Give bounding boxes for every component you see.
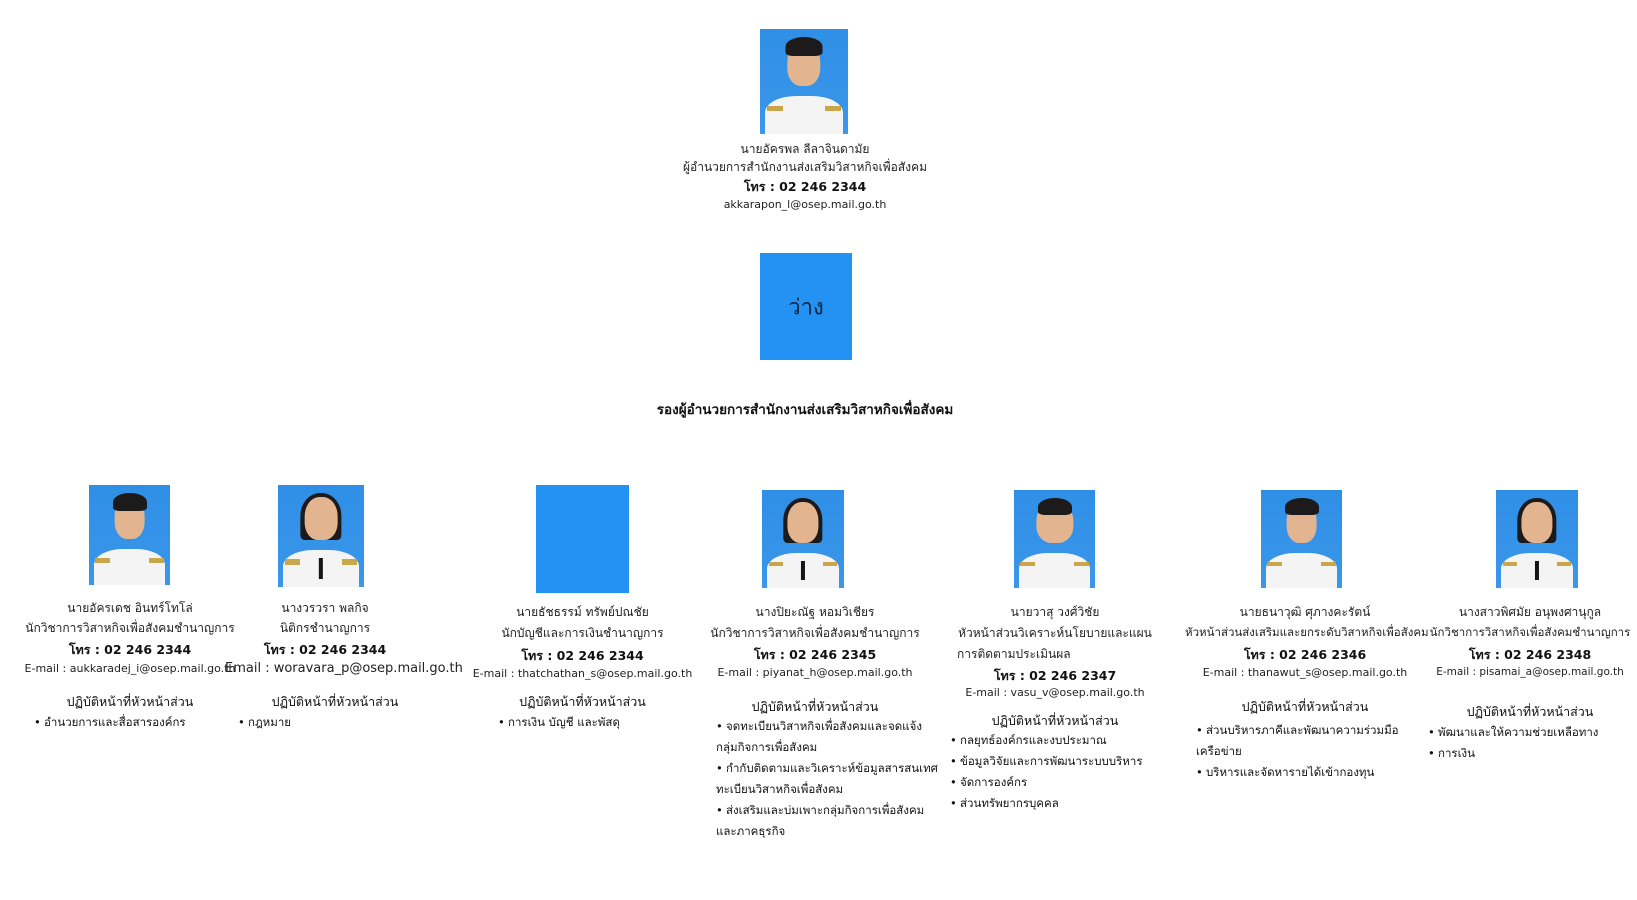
staff-position-7: นักวิชาการวิสาหกิจเพื่อสังคมชำนาญการ [1429, 625, 1631, 639]
staff-duty-list-5 [950, 730, 1143, 814]
staff-tel-4: โทร : 02 246 2345 [753, 647, 877, 662]
director-photo [760, 29, 848, 134]
duty-item: ทะเบียนวิสาหกิจเพื่อสังคม [716, 782, 844, 796]
staff-name-2: นางวรวรา พลกิจ [281, 601, 369, 615]
staff-duty-list-4 [716, 716, 938, 842]
staff-duty-list-2 [238, 712, 291, 733]
staff-position-3: นักบัญชีและการเงินชำนาญการ [501, 626, 664, 640]
duty-item: เครือข่าย [1196, 744, 1242, 758]
staff-duty-heading-2: ปฏิบัติหน้าที่หัวหน้าส่วน [271, 694, 399, 709]
staff-duty-list-3 [498, 712, 620, 733]
staff-photo-3 [536, 485, 629, 593]
duty-item: • บริหารและจัดหารายได้เข้ากองทุน [1196, 762, 1399, 783]
staff-position-5: หัวหน้าส่วนวิเคราะห์นโยบายและแผน [958, 626, 1152, 640]
staff-duty-heading-3: ปฏิบัติหน้าที่หัวหน้าส่วน [519, 694, 646, 709]
staff-duty-list-7 [1428, 722, 1598, 764]
deputy-title: รองผู้อำนวยการสำนักงานส่งเสริมวิสาหกิจเพื่อสังคม [656, 402, 954, 418]
staff-email-2[interactable]: Email : woravara_p@osep.mail.go.th [225, 661, 463, 676]
staff-duty-list-6 [1196, 720, 1399, 783]
director-tel: โทร : 02 246 2344 [743, 179, 867, 194]
duty-item: และภาคธุรกิจ [716, 824, 786, 838]
duty-item: • ข้อมูลวิจัยและการพัฒนาระบบบริหาร [950, 751, 1143, 772]
staff-tel-3: โทร : 02 246 2344 [521, 648, 644, 663]
staff-duty-heading-5: ปฏิบัติหน้าที่หัวหน้าส่วน [991, 713, 1119, 728]
staff-position-4: นักวิชาการวิสาหกิจเพื่อสังคมชำนาญการ [710, 626, 920, 640]
staff-photo-2 [278, 485, 364, 587]
staff-tel-7: โทร : 02 246 2348 [1468, 647, 1592, 662]
staff-position-5-line2: การติดตามประเมินผล [957, 647, 1071, 661]
staff-tel-1: โทร : 02 246 2344 [68, 642, 192, 657]
staff-email-7[interactable]: E-mail : pisamai_a@osep.mail.go.th [1436, 666, 1624, 678]
staff-duty-heading-7: ปฏิบัติหน้าที่หัวหน้าส่วน [1466, 704, 1594, 719]
staff-duty-heading-1: ปฏิบัติหน้าที่หัวหน้าส่วน [66, 694, 194, 709]
staff-photo-6 [1261, 490, 1342, 588]
duty-item: • อำนวยการและสื่อสารองค์กร [34, 712, 186, 733]
staff-photo-1 [89, 485, 170, 585]
staff-tel-6: โทร : 02 246 2346 [1243, 647, 1367, 662]
staff-position-2: นิติกรชำนาญการ [279, 621, 371, 635]
deputy-vacant-photo [760, 253, 852, 360]
staff-email-1[interactable]: E-mail : aukkaradej_i@osep.mail.go.th [24, 662, 236, 675]
staff-email-6[interactable]: E-mail : thanawut_s@osep.mail.go.th [1202, 666, 1408, 679]
duty-item: • จัดการองค์กร [950, 772, 1143, 793]
staff-name-7: นางสาวพิศมัย อนุพงศานุกูล [1458, 605, 1602, 619]
staff-name-6: นายธนาวุฒิ ศุภางคะรัตน์ [1239, 605, 1371, 619]
vacant-label: ว่าง [788, 295, 824, 320]
staff-duty-list-1 [34, 712, 186, 733]
staff-duty-heading-6: ปฏิบัติหน้าที่หัวหน้าส่วน [1241, 699, 1369, 714]
staff-photo-5 [1014, 490, 1095, 588]
duty-item: • การเงิน [1428, 743, 1598, 764]
staff-tel-5: โทร : 02 246 2347 [993, 668, 1117, 683]
duty-item: • พัฒนาและให้ความช่วยเหลือทาง [1428, 722, 1598, 743]
duty-item: • กำกับติดตามและวิเคราะห์ข้อมูลสารสนเทศ [716, 758, 938, 779]
duty-item: • ส่งเสริมและบ่มเพาะกลุ่มกิจการเพื่อสังคม [716, 800, 938, 821]
director-name: นายอัครพล ลีลาจินดามัย [740, 142, 870, 156]
staff-position-6: หัวหน้าส่วนส่งเสริมและยกระดับวิสาหกิจเพื่อสังคม [1185, 625, 1429, 639]
director-email[interactable]: akkarapon_l@osep.mail.go.th [723, 198, 887, 211]
staff-email-4[interactable]: E-mail : piyanat_h@osep.mail.go.th [717, 666, 913, 679]
staff-name-4: นางปิยะณัฐ หอมวิเชียร [755, 605, 875, 619]
staff-email-3[interactable]: E-mail : thatchathan_s@osep.mail.go.th [472, 667, 693, 680]
staff-name-1: นายอัครเดช อินทร์โทโล่ [67, 601, 193, 615]
duty-item: • กลยุทธ์องค์กรและงบประมาณ [950, 730, 1143, 751]
director-position: ผู้อำนวยการสำนักงานส่งเสริมวิสาหกิจเพื่อสังคม [682, 160, 928, 174]
duty-item: • ส่วนทรัพยากรบุคคล [950, 793, 1143, 814]
staff-name-3: นายธัชธรรม์ ทรัพย์ปณชัย [516, 605, 649, 619]
duty-item: • ส่วนบริหารภาคีและพัฒนาความร่วมมือ [1196, 720, 1399, 741]
staff-duty-heading-4: ปฏิบัติหน้าที่หัวหน้าส่วน [751, 699, 879, 714]
duty-item: • จดทะเบียนวิสาหกิจเพื่อสังคมและจดแจ้ง [716, 716, 938, 737]
staff-tel-2: โทร : 02 246 2344 [263, 642, 387, 657]
staff-position-1: นักวิชาการวิสาหกิจเพื่อสังคมชำนาญการ [25, 621, 235, 635]
staff-photo-7 [1496, 490, 1578, 588]
staff-photo-4 [762, 490, 844, 588]
duty-item: • การเงิน บัญชี และพัสดุ [498, 712, 620, 733]
staff-email-5[interactable]: E-mail : vasu_v@osep.mail.go.th [965, 686, 1145, 699]
duty-item: • กฎหมาย [238, 712, 291, 733]
staff-name-5: นายวาสุ วงศ์วิชัย [1010, 605, 1100, 619]
duty-item: กลุ่มกิจการเพื่อสังคม [716, 740, 818, 754]
